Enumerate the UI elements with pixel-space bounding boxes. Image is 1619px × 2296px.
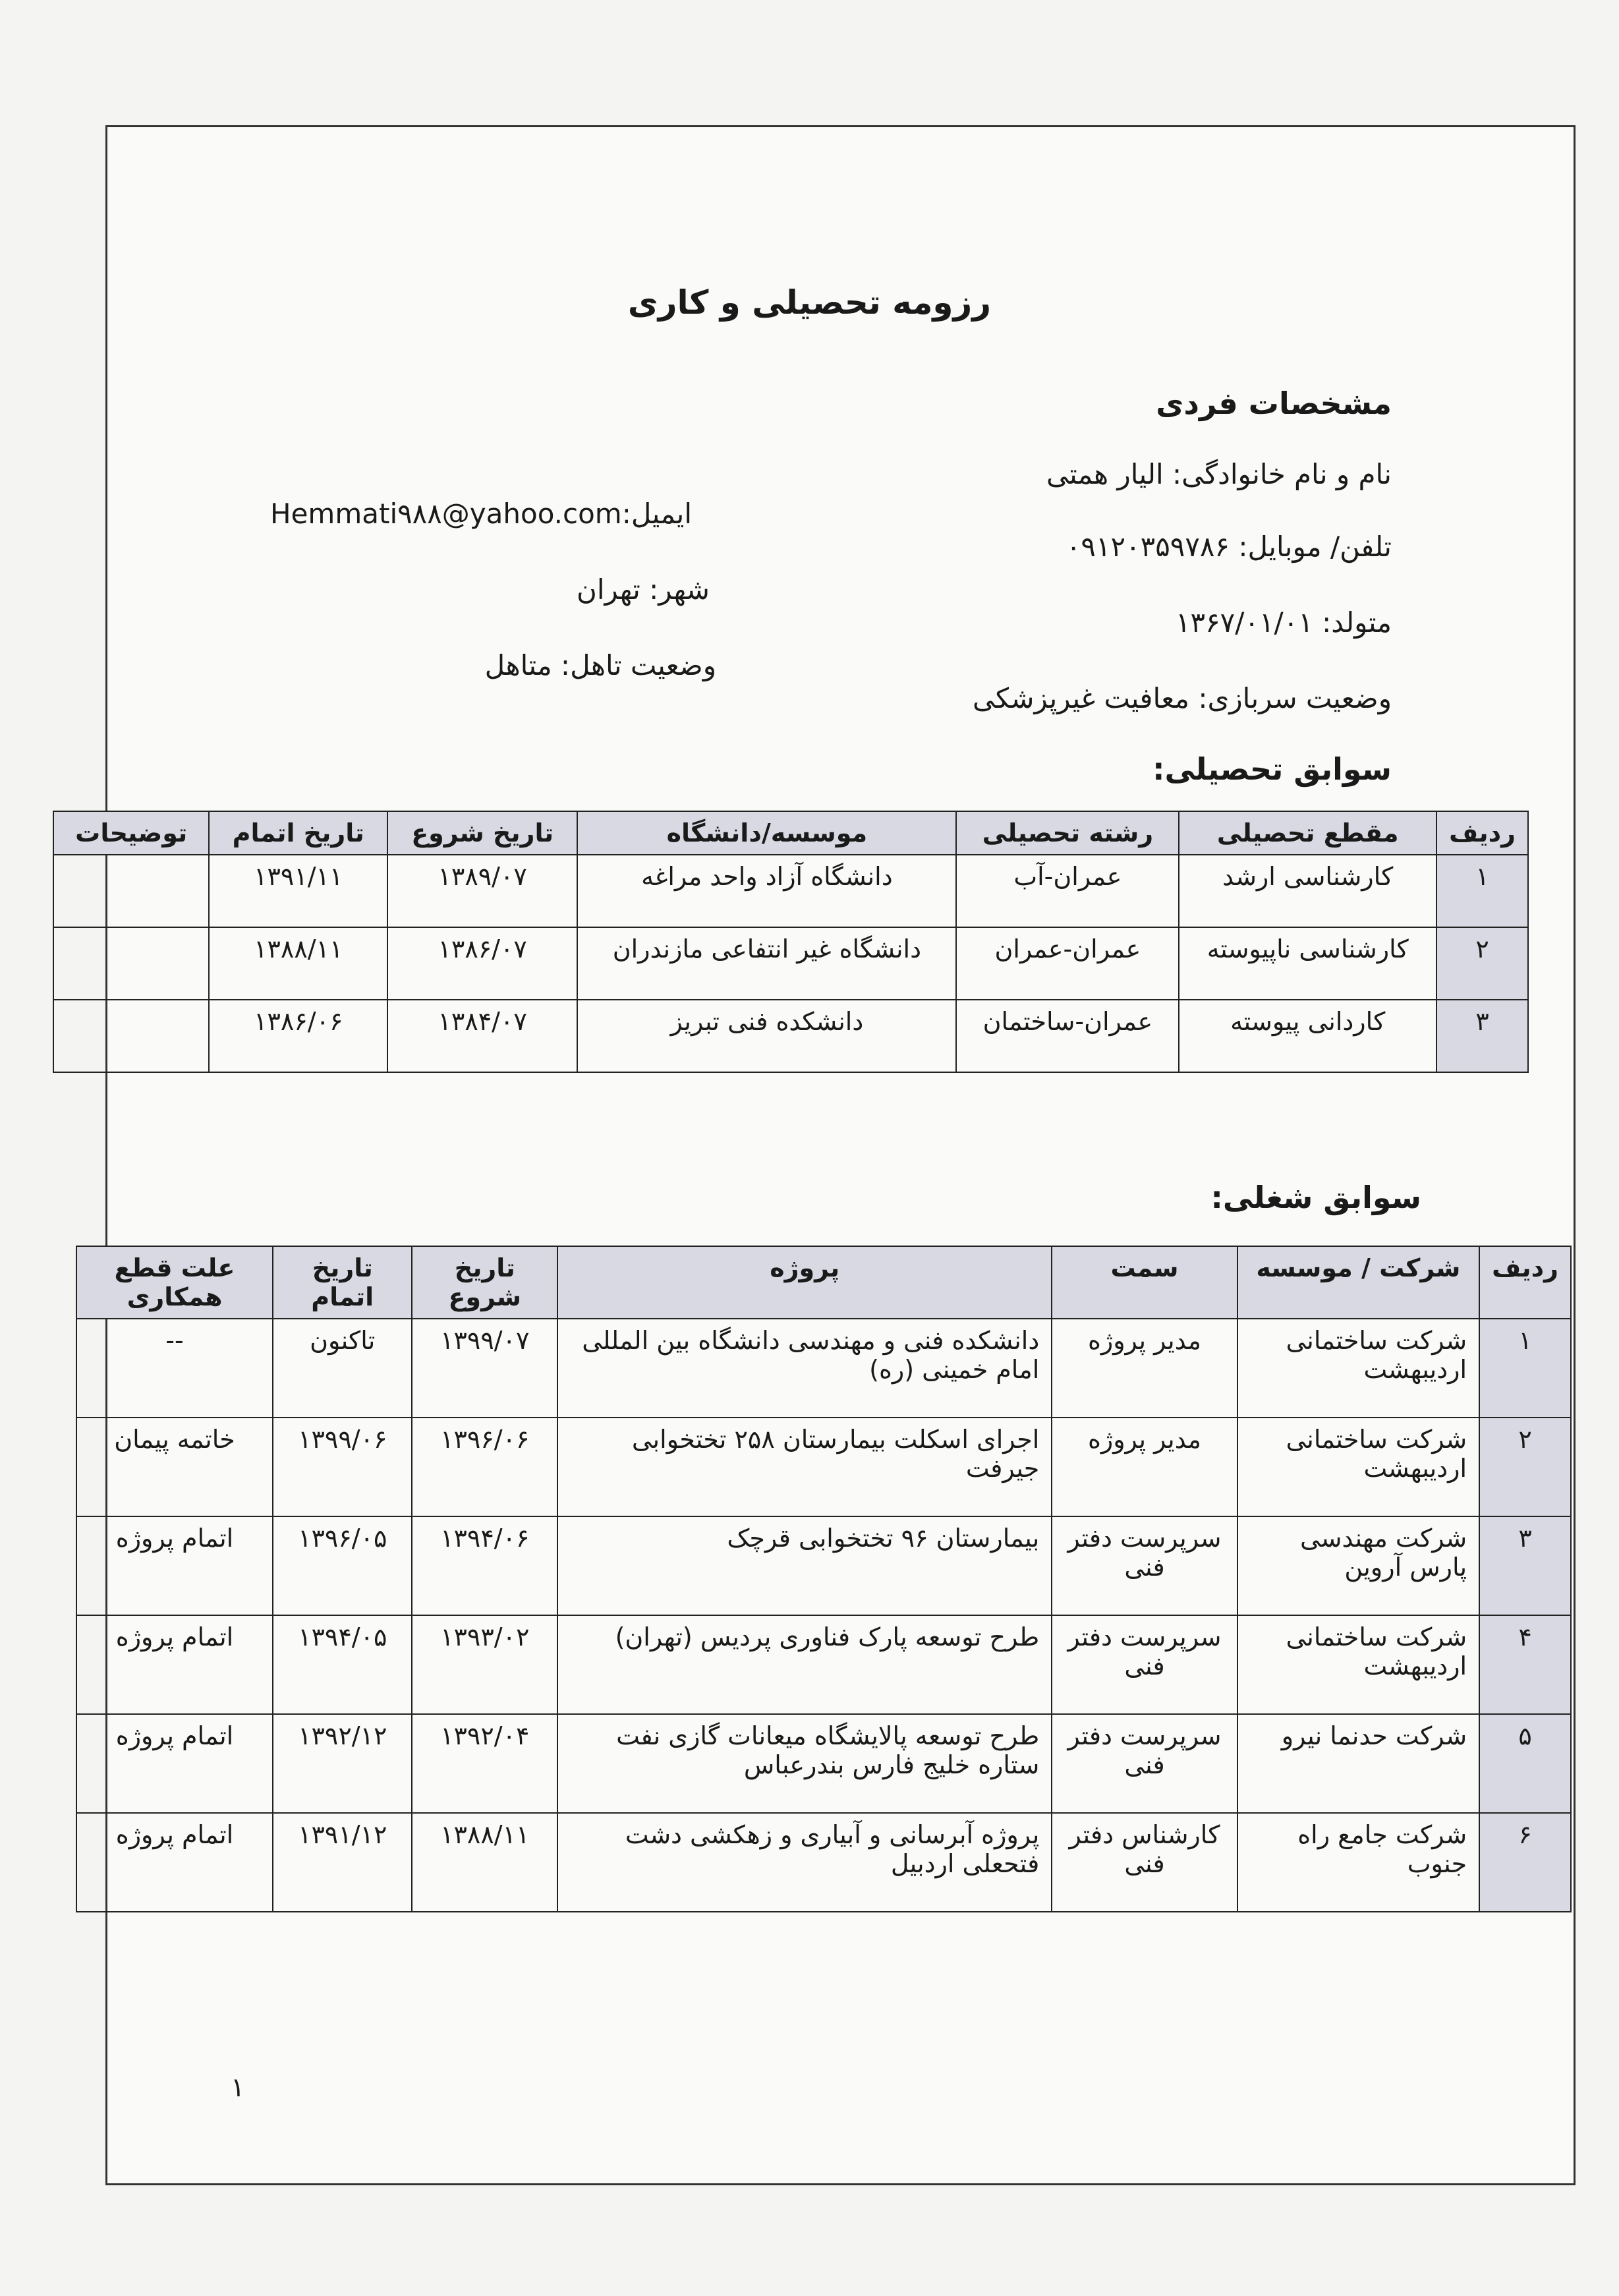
- education-table: [53, 811, 1529, 1073]
- reason-cell: اتمام پروژه: [76, 1615, 273, 1714]
- reason-cell: اتمام پروژه: [76, 1516, 273, 1615]
- end-cell: ۱۳۸۸/۱۱: [209, 927, 387, 1000]
- degree-cell: کارشناسی ارشد: [1179, 855, 1436, 927]
- project-cell: پروژه آبرسانی و آبیاری و زهکشی دشت فتحعلی اردبیل: [557, 1813, 1052, 1912]
- notes-cell: [53, 927, 209, 1000]
- col-termination-reason: علت قطع همکاری: [76, 1246, 273, 1319]
- project-cell: اجرای اسکلت بیمارستان ۲۵۸ تختخوابی جیرفت: [557, 1418, 1052, 1516]
- document-title: رزومه تحصیلی و کاری: [627, 283, 992, 322]
- row-number: ۳: [1436, 1000, 1528, 1072]
- email-field: [270, 498, 692, 530]
- table-row: [76, 1418, 1571, 1516]
- education-heading: سوابق تحصیلی:: [1152, 751, 1392, 787]
- table-row: [76, 1813, 1571, 1912]
- end-cell: ۱۳۹۱/۱۱: [209, 855, 387, 927]
- col-role: سمت: [1052, 1246, 1237, 1319]
- start-cell: ۱۳۸۶/۰۷: [387, 927, 577, 1000]
- marital-field: وضعیت تاهل: متاهل: [484, 649, 716, 681]
- col-row-number: ردیف: [1436, 811, 1528, 855]
- company-cell: شرکت مهندسی پارس آروین: [1237, 1516, 1479, 1615]
- table-row: [76, 1714, 1571, 1813]
- col-start-date: تاریخ شروع: [387, 811, 577, 855]
- start-cell: ۱۳۹۹/۰۷: [412, 1319, 557, 1418]
- field-cell: عمران-عمران: [956, 927, 1179, 1000]
- reason-cell: خاتمه پیمان: [76, 1418, 273, 1516]
- start-cell: ۱۳۹۶/۰۶: [412, 1418, 557, 1516]
- notes-cell: [53, 1000, 209, 1072]
- end-cell: ۱۳۹۲/۱۲: [273, 1714, 412, 1813]
- col-field-of-study: رشته تحصیلی: [956, 811, 1179, 855]
- name-field: نام و نام خانوادگی: الیار همتی: [1046, 458, 1392, 490]
- degree-cell: کارشناسی ناپیوسته: [1179, 927, 1436, 1000]
- row-number: ۱: [1436, 855, 1528, 927]
- role-cell: سرپرست دفتر فنی: [1052, 1516, 1237, 1615]
- col-company: شرکت / موسسه: [1237, 1246, 1479, 1319]
- university-cell: دانشکده فنی تبریز: [577, 1000, 956, 1072]
- role-cell: سرپرست دفتر فنی: [1052, 1615, 1237, 1714]
- row-number: ۶: [1479, 1813, 1571, 1912]
- role-cell: کارشناس دفتر فنی: [1052, 1813, 1237, 1912]
- start-cell: ۱۳۸۸/۱۱: [412, 1813, 557, 1912]
- university-cell: دانشگاه غیر انتفاعی مازندران: [577, 927, 956, 1000]
- row-number: ۳: [1479, 1516, 1571, 1615]
- row-number: ۴: [1479, 1615, 1571, 1714]
- reason-cell: اتمام پروژه: [76, 1714, 273, 1813]
- start-cell: ۱۳۹۴/۰۶: [412, 1516, 557, 1615]
- row-number: ۲: [1479, 1418, 1571, 1516]
- work-table: [76, 1246, 1572, 1912]
- military-field: وضعیت سربازی: معافیت غیرپزشکی: [973, 682, 1392, 714]
- phone-field: تلفن/ موبایل: ۰۹۱۲۰۳۵۹۷۸۶: [1065, 531, 1392, 563]
- degree-cell: کاردانی پیوسته: [1179, 1000, 1436, 1072]
- email-text: ایمیل:Hemmati۹۸۸@yahoo.com: [270, 498, 692, 530]
- end-cell: ۱۳۹۱/۱۲: [273, 1813, 412, 1912]
- project-cell: طرح توسعه پارک فناوری پردیس (تهران): [557, 1615, 1052, 1714]
- project-cell: بیمارستان ۹۶ تختخوابی قرچک: [557, 1516, 1052, 1615]
- table-row: [53, 855, 1528, 927]
- work-heading: سوابق شغلی:: [1210, 1180, 1421, 1215]
- role-cell: مدیر پروژه: [1052, 1319, 1237, 1418]
- table-row: [76, 1319, 1571, 1418]
- end-cell: ۱۳۹۹/۰۶: [273, 1418, 412, 1516]
- col-degree: مقطع تحصیلی: [1179, 811, 1436, 855]
- education-header-row: [53, 811, 1528, 855]
- birth-field: متولد: ۱۳۶۷/۰۱/۰۱: [1176, 606, 1392, 639]
- reason-cell: اتمام پروژه: [76, 1813, 273, 1912]
- personal-heading: مشخصات فردی: [1156, 386, 1392, 421]
- end-cell: ۱۳۸۶/۰۶: [209, 1000, 387, 1072]
- table-row: [76, 1516, 1571, 1615]
- col-project: پروژه: [557, 1246, 1052, 1319]
- start-cell: ۱۳۸۹/۰۷: [387, 855, 577, 927]
- table-row: [53, 1000, 1528, 1072]
- table-row: [53, 927, 1528, 1000]
- notes-cell: [53, 855, 209, 927]
- company-cell: شرکت ساختمانی اردیبهشت: [1237, 1418, 1479, 1516]
- company-cell: شرکت جامع راه جنوب: [1237, 1813, 1479, 1912]
- reason-cell: --: [76, 1319, 273, 1418]
- col-end-date: تاریخ اتمام: [273, 1246, 412, 1319]
- project-cell: دانشکده فنی و مهندسی دانشگاه بین المللی امام خمینی (ره): [557, 1319, 1052, 1418]
- end-cell: ۱۳۹۴/۰۵: [273, 1615, 412, 1714]
- city-field: شهر: تهران: [577, 573, 710, 606]
- page-number: ۱: [231, 2073, 245, 2103]
- end-cell: ۱۳۹۶/۰۵: [273, 1516, 412, 1615]
- role-cell: مدیر پروژه: [1052, 1418, 1237, 1516]
- company-cell: شرکت حدنما نیرو: [1237, 1714, 1479, 1813]
- col-notes: توضیحات: [53, 811, 209, 855]
- row-number: ۵: [1479, 1714, 1571, 1813]
- start-cell: ۱۳۸۴/۰۷: [387, 1000, 577, 1072]
- row-number: ۱: [1479, 1319, 1571, 1418]
- start-cell: ۱۳۹۲/۰۴: [412, 1714, 557, 1813]
- col-row-number: ردیف: [1479, 1246, 1571, 1319]
- work-header-row: [76, 1246, 1571, 1319]
- field-cell: عمران-آب: [956, 855, 1179, 927]
- col-university: موسسه/دانشگاه: [577, 811, 956, 855]
- table-row: [76, 1615, 1571, 1714]
- col-start-date: تاریخ شروع: [412, 1246, 557, 1319]
- role-cell: سرپرست دفتر فنی: [1052, 1714, 1237, 1813]
- company-cell: شرکت ساختمانی اردیبهشت: [1237, 1615, 1479, 1714]
- project-cell: طرح توسعه پالایشگاه میعانات گازی نفت ستاره خلیج فارس بندرعباس: [557, 1714, 1052, 1813]
- field-cell: عمران-ساختمان: [956, 1000, 1179, 1072]
- university-cell: دانشگاه آزاد واحد مراغه: [577, 855, 956, 927]
- company-cell: شرکت ساختمانی اردیبهشت: [1237, 1319, 1479, 1418]
- col-end-date: تاریخ اتمام: [209, 811, 387, 855]
- start-cell: ۱۳۹۳/۰۲: [412, 1615, 557, 1714]
- row-number: ۲: [1436, 927, 1528, 1000]
- end-cell: تاکنون: [273, 1319, 412, 1418]
